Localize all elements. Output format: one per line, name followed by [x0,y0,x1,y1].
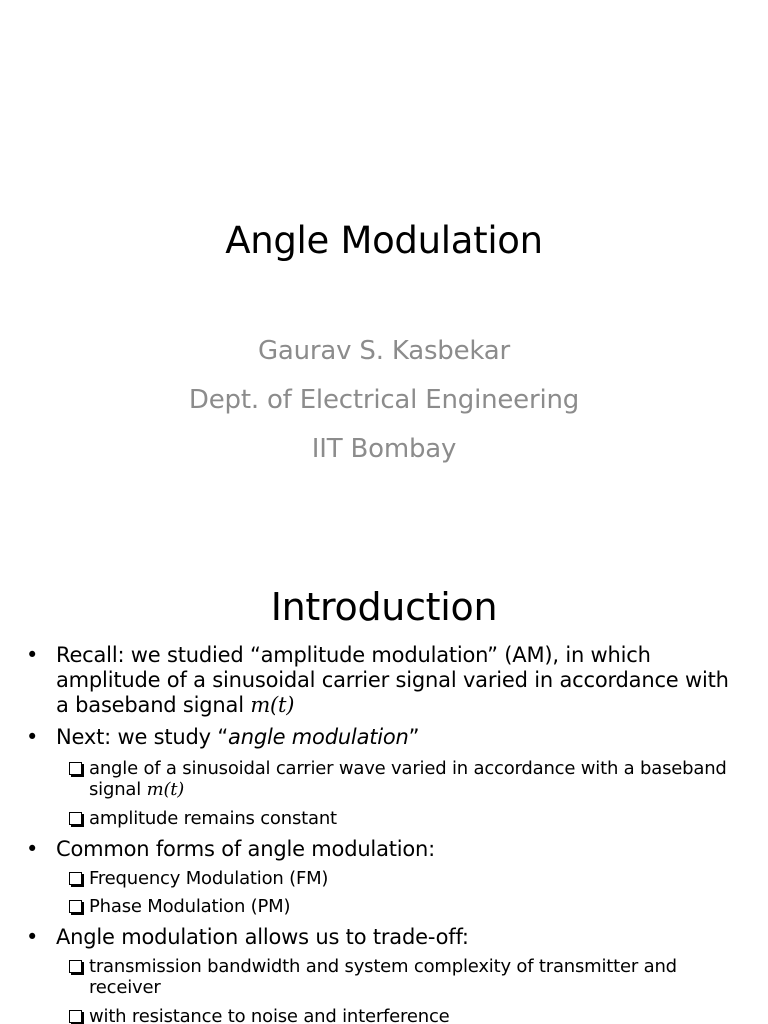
slide-title: Angle Modulation [225,219,543,262]
bullet-prefix: Next: we study “ [56,725,229,749]
author-name: Gaurav S. Kasbekar [257,336,511,366]
bullet-emphasis: angle modulation [228,725,409,749]
sub-bullet-text: angle of a sinusoidal carrier wave varied in accordance with a baseband signal [89,758,727,800]
bullet-dot-icon: • [26,725,39,749]
bullet-dot-icon: • [26,837,39,861]
department-name: Dept. of Electrical Engineering [188,385,580,415]
bullet-text: Common forms of angle modulation: [56,837,436,861]
sub-bullet-text: Frequency Modulation (FM) [89,868,329,889]
introduction-slide [0,576,768,1024]
bullet-text: Recall: we studied “amplitude modulation” (AM), in which amplitude of a sinusoidal carrier signal varied in accordance with a baseband signal [56,643,729,717]
checkbox-square-icon [69,812,82,825]
checkbox-square-icon [69,872,82,885]
institute-name: IIT Bombay [311,434,457,464]
math-expression: m(t) [146,779,185,800]
checkbox-square-icon [69,762,82,775]
bullet-suffix: ” [408,725,420,749]
sub-bullet-text: Phase Modulation (PM) [89,896,291,917]
checkbox-square-icon [69,960,82,973]
sub-bullet-text: transmission bandwidth and system complexity of transmitter and receiver [89,956,677,998]
sub-bullet-text: with resistance to noise and interference [89,1006,450,1024]
bullet-text: Angle modulation allows us to trade-off: [56,925,469,949]
sub-bullet-text: amplitude remains constant [89,808,337,829]
math-expression: m(t) [250,693,295,717]
checkbox-square-icon [69,900,82,913]
slide-heading: Introduction [270,585,498,629]
bullet-dot-icon: • [26,925,39,949]
bullet-dot-icon: • [26,643,39,667]
checkbox-square-icon [69,1010,82,1023]
